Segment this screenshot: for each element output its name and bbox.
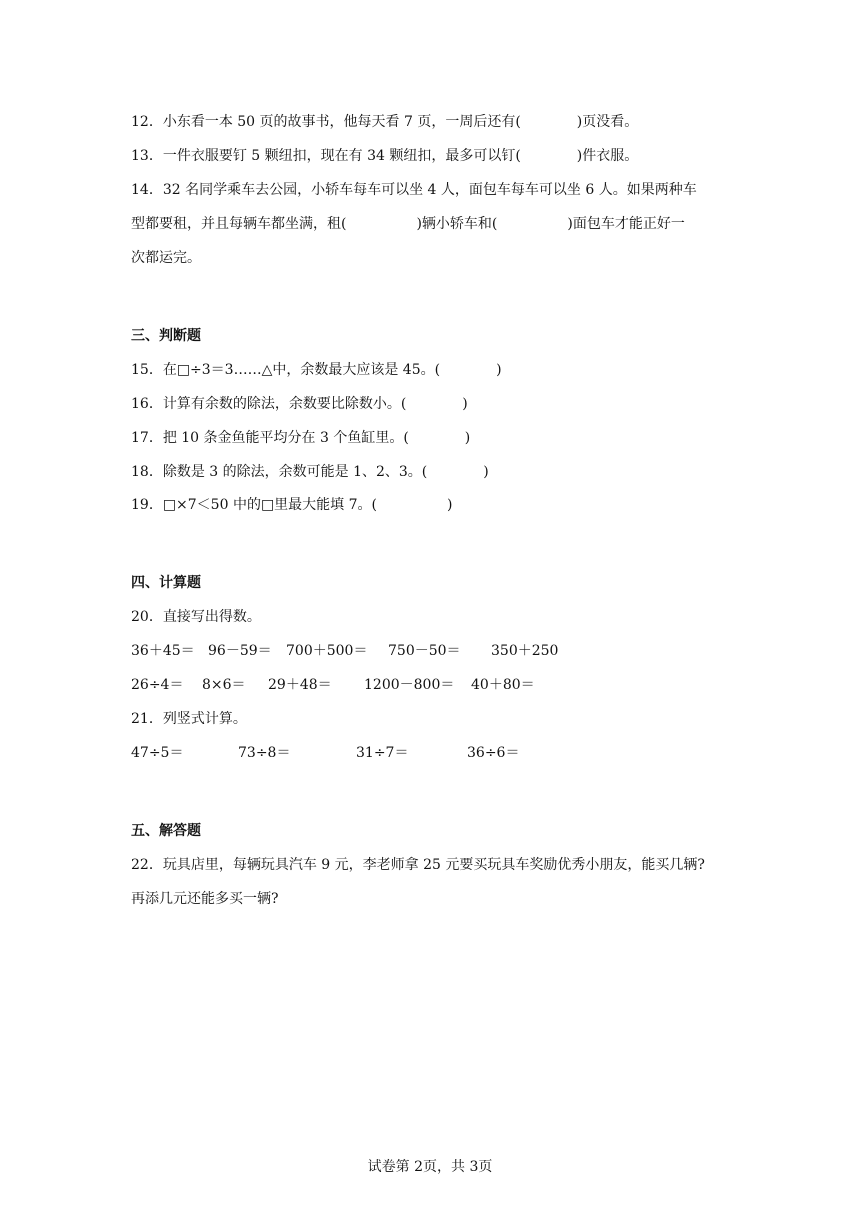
calc-item: 47÷5＝: [131, 745, 184, 761]
question-17: 17．把 10 条金鱼能平均分在 3 个鱼缸里。( ): [131, 430, 471, 446]
question-12: 12．小东看一本 50 页的故事书，他每天看 7 页，一周后还有( )页没看。: [131, 114, 639, 130]
calc-item: 1200－800＝: [364, 677, 455, 693]
calc-item: 73÷8＝: [238, 745, 291, 761]
calc-item: 96－59＝: [208, 643, 272, 659]
question-22-line-2: 再添几元还能多买一辆?: [131, 891, 279, 907]
question-21: 21．列竖式计算。: [131, 711, 247, 727]
calc-item: 26÷4＝: [131, 677, 184, 693]
question-20: 20．直接写出得数。: [131, 609, 261, 625]
question-16: 16．计算有余数的除法，余数要比除数小。( ): [131, 396, 468, 412]
calc-item: 700＋500＝: [286, 643, 368, 659]
calc-item: 40＋80＝: [471, 677, 535, 693]
calc-item: 29＋48＝: [268, 677, 332, 693]
question-19: 19．□×7＜50 中的□里最大能填 7。( ): [131, 497, 453, 513]
question-14-line-1: 14．32 名同学乘车去公园，小轿车每车可以坐 4 人，面包车每车可以坐 6 人。如果两种车: [131, 182, 697, 198]
calc-item: 31÷7＝: [356, 745, 409, 761]
section-heading-judge: 三、判断题: [131, 328, 201, 344]
question-13: 13．一件衣服要钉 5 颗纽扣，现在有 34 颗纽扣，最多可以钉( )件衣服。: [131, 148, 639, 164]
question-22-line-1: 22．玩具店里，每辆玩具汽车 9 元，李老师拿 25 元要买玩具车奖励优秀小朋友，能买几辆?: [131, 857, 705, 873]
calc-item: 36÷6＝: [467, 745, 520, 761]
question-14-line-2: 型都要租，并且每辆车都坐满，租( )辆小轿车和( )面包车才能正好一: [131, 216, 685, 232]
question-15: 15．在□÷3＝3……△中，余数最大应该是 45。( ): [131, 362, 502, 378]
calc-item: 350＋250: [491, 643, 559, 659]
page-footer: 试卷第 2页，共 3页: [367, 1159, 493, 1175]
calc-item: 36＋45＝: [131, 643, 195, 659]
section-heading-answer: 五、解答题: [131, 823, 201, 839]
calc-item: 8×6＝: [202, 677, 246, 693]
question-18: 18．除数是 3 的除法，余数可能是 1、2、3。( ): [131, 464, 489, 480]
section-heading-calc: 四、计算题: [131, 575, 201, 591]
calc-item: 750－50＝: [388, 643, 461, 659]
question-14-line-3: 次都运完。: [131, 250, 201, 266]
